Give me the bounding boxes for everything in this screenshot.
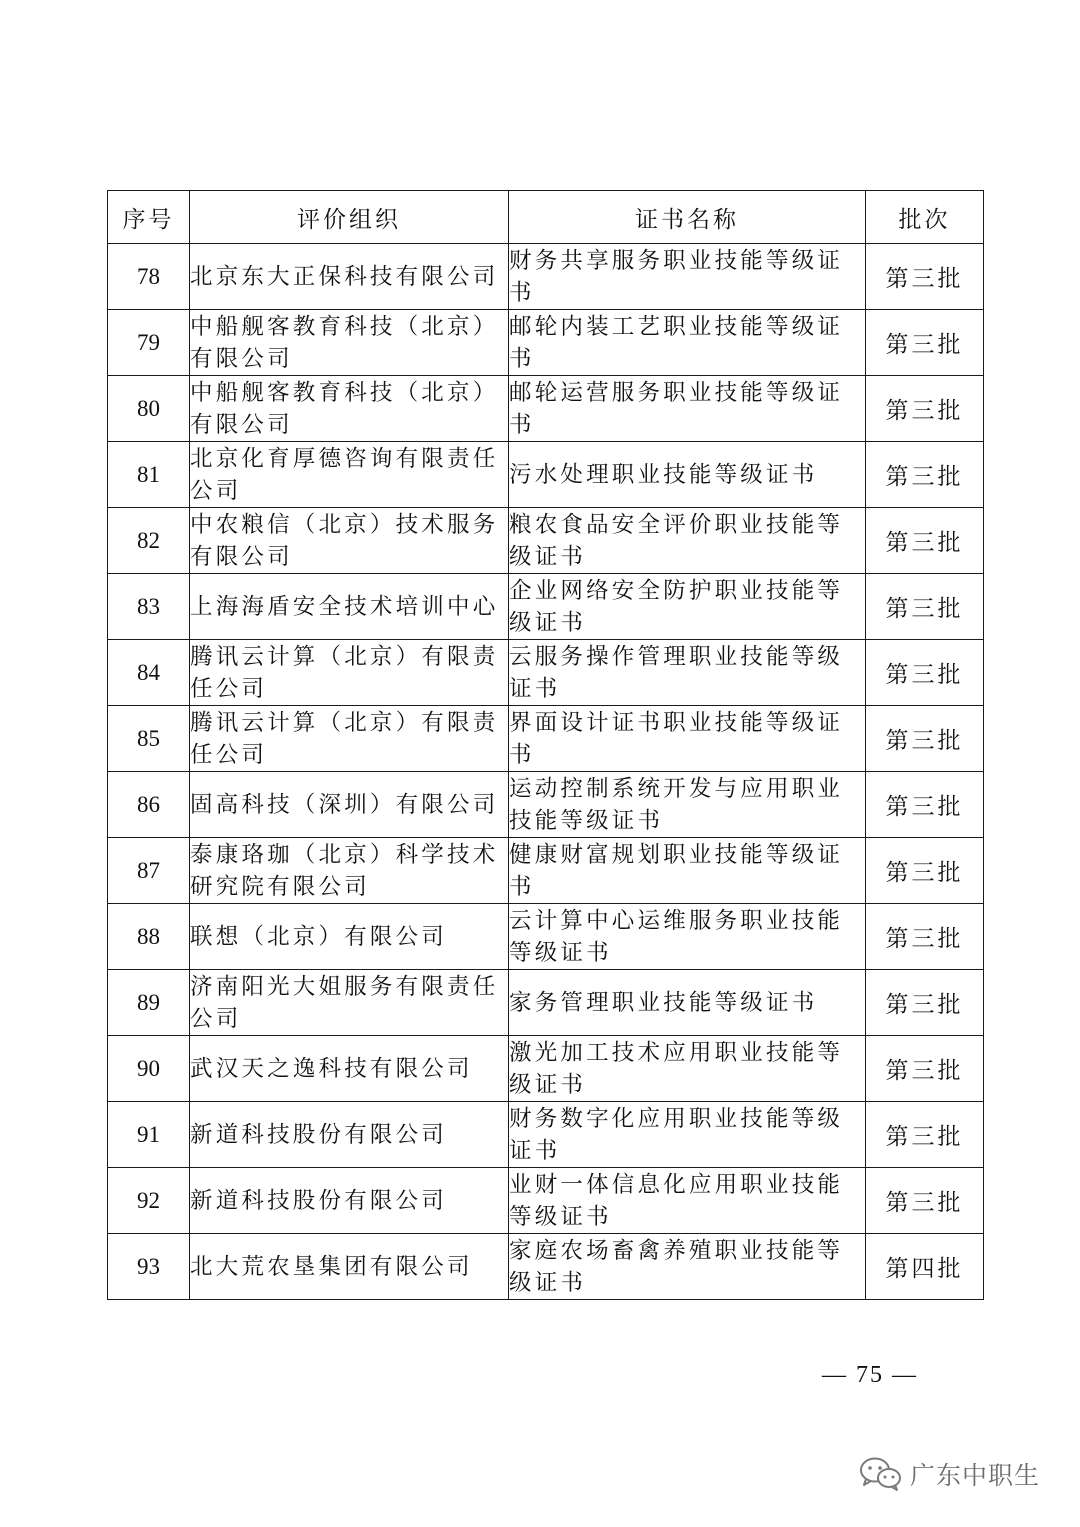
header-serial-number: 序号: [108, 191, 190, 244]
wechat-icon: [858, 1455, 904, 1493]
batch-cell: 第三批: [866, 706, 984, 772]
organization-cell: 泰康珞珈（北京）科学技术研究院有限公司: [190, 838, 509, 904]
serial-number-cell: 93: [108, 1234, 190, 1300]
watermark-text: 广东中职生: [910, 1461, 1041, 1490]
organization-cell: 中船舰客教育科技（北京）有限公司: [190, 310, 509, 376]
serial-number-cell: 91: [108, 1102, 190, 1168]
table-row: [108, 376, 984, 442]
watermark: [858, 1452, 1040, 1496]
batch-cell: 第四批: [866, 1234, 984, 1300]
serial-number-cell: 79: [108, 310, 190, 376]
organization-cell: 济南阳光大姐服务有限责任公司: [190, 970, 509, 1036]
serial-number-cell: 90: [108, 1036, 190, 1102]
batch-cell: 第三批: [866, 574, 984, 640]
serial-number-cell: 92: [108, 1168, 190, 1234]
table-row: [108, 508, 984, 574]
serial-number-cell: 85: [108, 706, 190, 772]
organization-cell: 上海海盾安全技术培训中心: [190, 574, 509, 640]
header-certificate-name: 证书名称: [509, 191, 866, 244]
batch-cell: 第三批: [866, 508, 984, 574]
certificate-cell: 企业网络安全防护职业技能等级证书: [509, 574, 866, 640]
certificate-cell: 邮轮内装工艺职业技能等级证书: [509, 310, 866, 376]
serial-number-cell: 84: [108, 640, 190, 706]
serial-number-cell: 86: [108, 772, 190, 838]
batch-cell: 第三批: [866, 376, 984, 442]
header-evaluation-organization: 评价组织: [190, 191, 509, 244]
certificate-cell: 云服务操作管理职业技能等级证书: [509, 640, 866, 706]
certificate-cell: 财务共享服务职业技能等级证书: [509, 244, 866, 310]
organization-cell: 中船舰客教育科技（北京）有限公司: [190, 376, 509, 442]
organization-cell: 新道科技股份有限公司: [190, 1102, 509, 1168]
serial-number-cell: 87: [108, 838, 190, 904]
table-row: [108, 1234, 984, 1300]
organization-cell: 固高科技（深圳）有限公司: [190, 772, 509, 838]
table-row: [108, 904, 984, 970]
certificate-cell: 激光加工技术应用职业技能等级证书: [509, 1036, 866, 1102]
organization-cell: 武汉天之逸科技有限公司: [190, 1036, 509, 1102]
serial-number-cell: 83: [108, 574, 190, 640]
batch-cell: 第三批: [866, 640, 984, 706]
serial-number-cell: 80: [108, 376, 190, 442]
certificate-cell: 运动控制系统开发与应用职业技能等级证书: [509, 772, 866, 838]
table-row: [108, 1102, 984, 1168]
batch-cell: 第三批: [866, 442, 984, 508]
certificate-cell: 粮农食品安全评价职业技能等级证书: [509, 508, 866, 574]
batch-cell: 第三批: [866, 244, 984, 310]
table-row: [108, 574, 984, 640]
serial-number-cell: 81: [108, 442, 190, 508]
certificate-cell: 界面设计证书职业技能等级证书: [509, 706, 866, 772]
certificate-cell: 健康财富规划职业技能等级证书: [509, 838, 866, 904]
table-row: [108, 1036, 984, 1102]
organization-cell: 新道科技股份有限公司: [190, 1168, 509, 1234]
batch-cell: 第三批: [866, 904, 984, 970]
table-row: [108, 1168, 984, 1234]
serial-number-cell: 82: [108, 508, 190, 574]
table-row: [108, 706, 984, 772]
certificate-table: [107, 190, 984, 1300]
batch-cell: 第三批: [866, 310, 984, 376]
table-row: [108, 310, 984, 376]
certificate-cell: 业财一体信息化应用职业技能等级证书: [509, 1168, 866, 1234]
organization-cell: 中农粮信（北京）技术服务有限公司: [190, 508, 509, 574]
serial-number-cell: 89: [108, 970, 190, 1036]
batch-cell: 第三批: [866, 1102, 984, 1168]
organization-cell: 腾讯云计算（北京）有限责任公司: [190, 706, 509, 772]
table-row: [108, 838, 984, 904]
organization-cell: 北京化育厚德咨询有限责任公司: [190, 442, 509, 508]
organization-cell: 北大荒农垦集团有限公司: [190, 1234, 509, 1300]
organization-cell: 腾讯云计算（北京）有限责任公司: [190, 640, 509, 706]
table-row: [108, 442, 984, 508]
page-number: — 75 —: [822, 1362, 918, 1388]
certificate-cell: 邮轮运营服务职业技能等级证书: [509, 376, 866, 442]
batch-cell: 第三批: [866, 1168, 984, 1234]
organization-cell: 北京东大正保科技有限公司: [190, 244, 509, 310]
header-batch: 批次: [866, 191, 984, 244]
batch-cell: 第三批: [866, 970, 984, 1036]
organization-cell: 联想（北京）有限公司: [190, 904, 509, 970]
certificate-cell: 污水处理职业技能等级证书: [509, 442, 866, 508]
certificate-cell: 家庭农场畜禽养殖职业技能等级证书: [509, 1234, 866, 1300]
certificate-cell: 家务管理职业技能等级证书: [509, 970, 866, 1036]
batch-cell: 第三批: [866, 838, 984, 904]
serial-number-cell: 88: [108, 904, 190, 970]
table-row: [108, 970, 984, 1036]
table-row: [108, 772, 984, 838]
batch-cell: 第三批: [866, 1036, 984, 1102]
batch-cell: 第三批: [866, 772, 984, 838]
serial-number-cell: 78: [108, 244, 190, 310]
table-header-row: [108, 191, 984, 244]
table-row: [108, 244, 984, 310]
certificate-cell: 云计算中心运维服务职业技能等级证书: [509, 904, 866, 970]
table-row: [108, 640, 984, 706]
certificate-cell: 财务数字化应用职业技能等级证书: [509, 1102, 866, 1168]
